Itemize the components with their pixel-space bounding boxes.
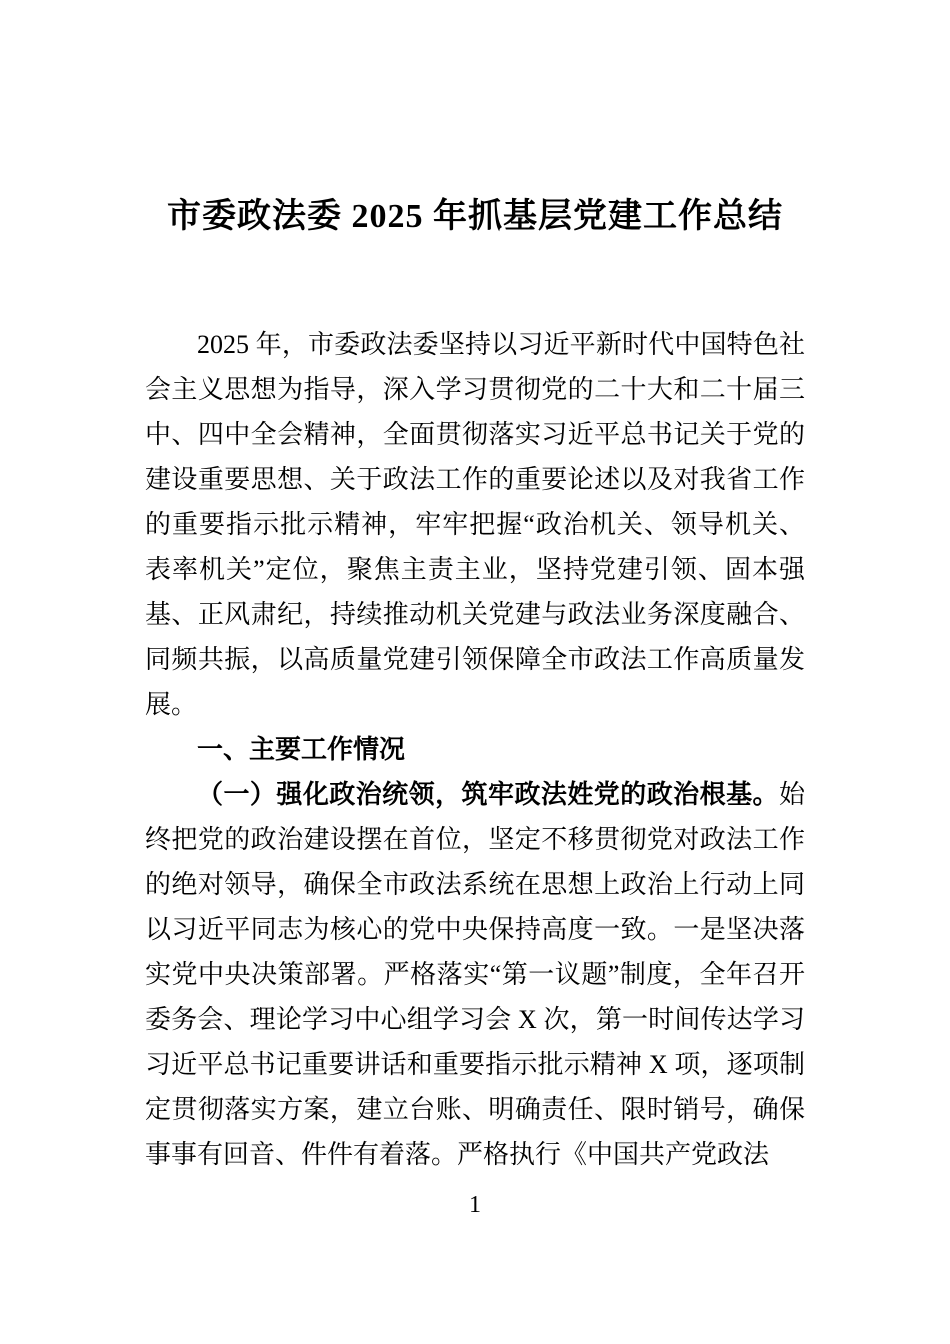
paragraph-lead: （一）强化政治统领，筑牢政法姓党的政治根基。: [197, 780, 779, 809]
document-title: 市委政法委 2025 年抓基层党建工作总结: [167, 198, 783, 235]
page-number: 1: [469, 1192, 481, 1218]
section-paragraph: [145, 772, 805, 1177]
intro-paragraph: 2025 年，市委政法委坚持以习近平新时代中国特色社会主义思想为指导，深入学习贯彻党的二十大和二十届三中、四中全会精神，全面贯彻落实习近平总书记关于党的建设重要思想、关于政法工作的重要论述以及对我省工作的重要指示批示精神，牢牢把握“政治机关、领导机关、表率机关”定位，聚焦主责主业，坚持党建引领、固本强基、正风肃纪，持续推动机关党建与政法业务深度融合、同频共振，以高质量党建引领保障全市政法工作高质量发展。: [145, 330, 805, 719]
section-heading: 一、主要工作情况: [197, 734, 406, 764]
paragraph-body: 始终把党的政治建设摆在首位，坚定不移贯彻党对政法工作的绝对领导，确保全市政法系统在思想上政治上行动上同以习近平同志为核心的党中央保持高度一致。一是坚决落实党中央决策部署。严格落实“第一议题”制度，全年召开委务会、理论学习中心组学习会 X 次，第一时间传达学习习近平总书记重要讲话和重要指示批示精神 X 项，逐项制定贯彻落实方案，建立台账、明确责任、限时销号，确保事事有回音、件件有着落。严格执行《中国共产党政法: [145, 780, 805, 1169]
